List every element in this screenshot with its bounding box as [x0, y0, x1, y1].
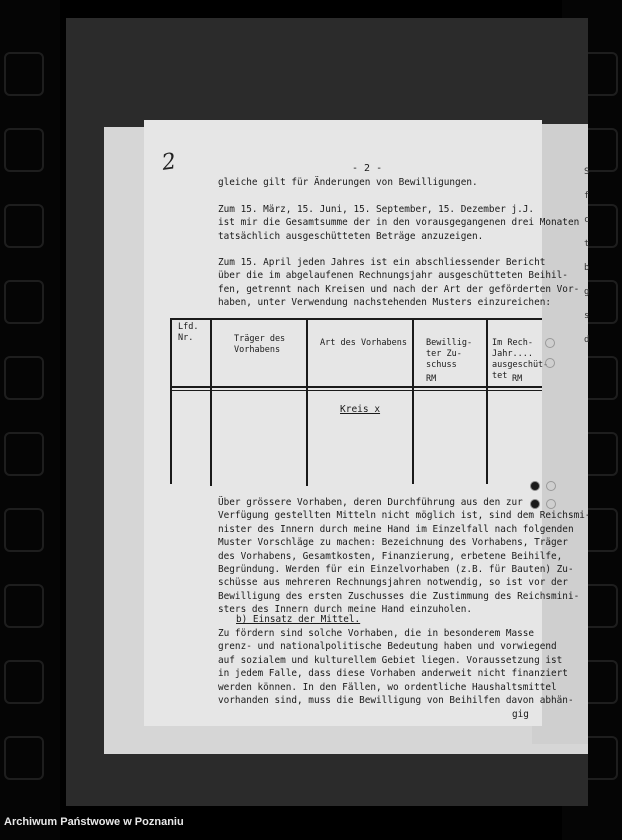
- punch-hole: [546, 481, 556, 491]
- catchword: gig: [512, 709, 529, 720]
- sprocket-hole: [4, 660, 44, 704]
- punch-hole: [546, 499, 556, 509]
- section-heading-funds: b) Einsatz der Mittel.: [236, 614, 361, 625]
- edge-letter: f: [584, 191, 590, 201]
- sprocket-hole: [4, 204, 44, 248]
- paragraph-annual-report: Zum 15. April jeden Jahres ist ein abschliessender Bericht über die im abgelaufenen Rechnungsjahr ausgeschütteten Beihil- fen, getrennt nach Kreisen und nach der Art der geförderten Vor- haben, unter Verwendung nachstehenden Musters einzureichen:: [218, 257, 580, 309]
- handwritten-page-number: 2: [160, 149, 178, 176]
- paragraph-intro: gleiche gilt für Änderungen von Bewilligungen.: [218, 177, 478, 188]
- sprocket-hole: [4, 356, 44, 400]
- edge-letter: S: [584, 167, 590, 177]
- table-rule: [170, 318, 172, 484]
- punch-hole: [545, 338, 555, 348]
- sprocket-hole: [4, 432, 44, 476]
- right-edge-letters: [584, 160, 594, 352]
- table-section-heading: Kreis x: [340, 404, 381, 415]
- paragraph-quarterly: Zum 15. März, 15. Juni, 15. September, 15. Dezember j.J. ist mir die Gesamtsumme der in den vorausgegangenen drei Monaten tatsächlich ausgeschütteten Beträge anzuzeigen.: [218, 204, 580, 242]
- paragraph-large-projects: Über grössere Vorhaben, deren Durchführung aus den zur Verfügung gestellten Mitteln nicht möglich ist, sind dem Reichsmi- nister des Innern durch meine Hand im Einzelfall nach folgenden Muster Vorschläge zu machen: Bezeichnung des Vorhabens, Träger des Vorhabens, Gesamtkosten, Finanzierung, erbetene Beihilfe, Begründung. Werden für ein Einzelvorhaben (z.B. für Bauten) Zu- schüsse aus mehreren Rechnungsjahren notwendig, so ist vor der Bewilligung des ersten Zuschusses die Zustimmung des Reichsmini- sters des Innern durch meine Hand einzuholen.: [218, 497, 591, 616]
- punch-hole: [530, 499, 540, 509]
- column-header-number: Lfd. Nr.: [178, 322, 199, 343]
- punch-hole: [530, 481, 540, 491]
- unit-label: RM: [426, 374, 437, 384]
- typed-page-number: - 2 -: [352, 163, 383, 174]
- column-header-owner: Träger des Vorhabens: [234, 334, 286, 355]
- edge-letter: c: [584, 215, 590, 225]
- film-strip-left: [0, 0, 60, 840]
- edge-letter: g: [584, 287, 590, 297]
- table-rule: [412, 318, 414, 484]
- sprocket-hole: [4, 128, 44, 172]
- sprocket-hole: [4, 280, 44, 324]
- sprocket-hole: [4, 736, 44, 780]
- column-header-paid-out: Im Rech- Jahr.... ausgeschüt- tet: [492, 338, 549, 381]
- table-rule: [306, 318, 308, 486]
- sprocket-hole: [4, 584, 44, 628]
- edge-letter: s: [584, 311, 590, 321]
- table-rule: [210, 318, 212, 486]
- column-header-granted-subsidy: Bewillig- ter Zu- schuss: [426, 338, 473, 370]
- table-rule: [486, 318, 488, 484]
- edge-letter: b: [584, 263, 590, 273]
- edge-letter: t: [584, 239, 590, 249]
- paragraph-funding-criteria: Zu fördern sind solche Vorhaben, die in besonderem Masse grenz- und nationalpolitische Bedeutung haben und vorwiegend auf sozialem und kulturellem Gebiet liegen. Voraussetzung ist in jedem Falle, dass diese Vorhaben anderweit nicht finanziert werden können. In den Fällen, wo ordentliche Haushaltsmittel vorhanden sind, muss die Bewilligung von Beihilfen davon abhän-: [218, 628, 574, 707]
- column-header-project-type: Art des Vorhabens: [320, 338, 407, 348]
- unit-label: RM: [512, 374, 523, 384]
- report-template-table: [170, 318, 549, 486]
- sprocket-hole: [4, 52, 44, 96]
- archive-caption: Archiwum Państwowe w Poznaniu: [4, 816, 184, 828]
- edge-letter: d: [584, 335, 590, 345]
- sprocket-hole: [4, 508, 44, 552]
- punch-hole: [545, 358, 555, 368]
